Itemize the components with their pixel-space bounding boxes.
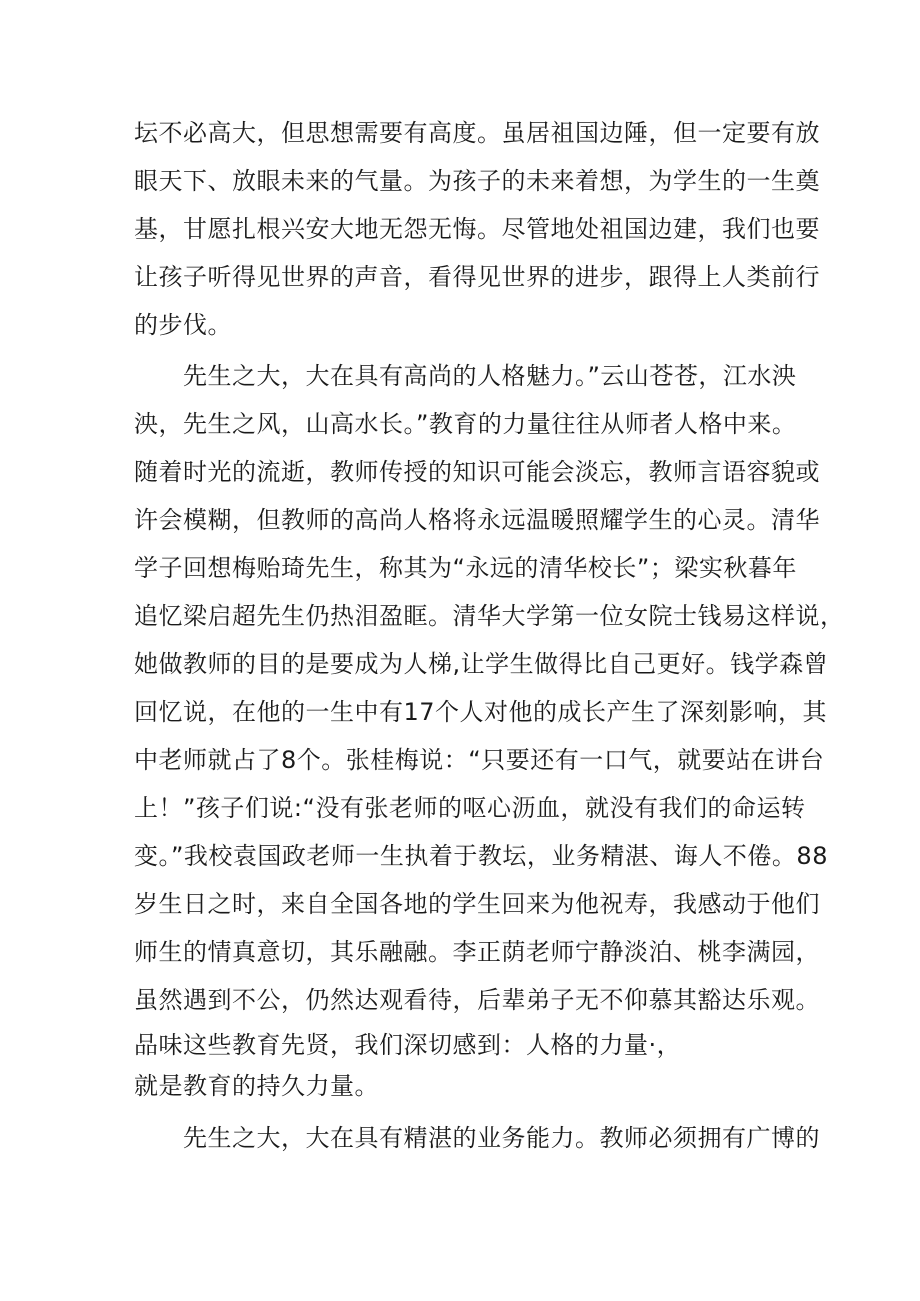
text-line: 品味这些教育先贤，我们深切感到：人格的力量·， bbox=[134, 1031, 682, 1059]
text-line: 虽然遇到不公，仍然达观看待，后辈弟子无不仰慕其豁达乐观。 bbox=[134, 986, 820, 1014]
text-line: 她做教师的目的是要成为人梯,让学生做得比自己更好。钱学森曾 bbox=[134, 650, 829, 678]
text-line: 坛不必高大，但思想需要有高度。虽居祖国边陲，但一定要有放 bbox=[134, 119, 820, 147]
text-line: 岁生日之时，来自全国各地的学生回来为他祝寿，我感动于他们 bbox=[134, 890, 820, 918]
text-line: 师生的情真意切，其乐融融。李正荫老师宁静淡泊、桃李满园， bbox=[134, 938, 820, 966]
text-line: 上！”孩子们说:“没有张老师的呕心沥血，就没有我们的命运转 bbox=[134, 794, 806, 822]
text-line: 随着时光的流逝，教师传授的知识可能会淡忘，教师言语容貌或 bbox=[134, 458, 820, 486]
text-line: 先生之大，大在具有高尚的人格魅力。”云山苍苍，江水泱 bbox=[183, 362, 797, 390]
text-line: 眼天下、放眼未来的气量。为孩子的未来着想，为学生的一生奠 bbox=[134, 167, 820, 195]
text-line: 中老师就占了8个。张桂梅说：“只要还有一口气，就要站在讲台 bbox=[134, 746, 825, 774]
text-line: 许会模糊，但教师的高尚人格将永远温暖照耀学生的心灵。清华 bbox=[134, 506, 820, 534]
text-line: 的步伐。 bbox=[134, 311, 232, 339]
text-line: 追忆梁启超先生仍热泪盈眶。清华大学第一位女院士钱易这样说， bbox=[134, 602, 845, 630]
text-line: 就是教育的持久力量。 bbox=[134, 1072, 379, 1100]
text-line: 基，甘愿扎根兴安大地无怨无悔。尽管地处祖国边建，我们也要 bbox=[134, 215, 820, 243]
text-line: 回忆说，在他的一生中有17个人对他的成长产生了深刻影响，其 bbox=[134, 698, 828, 726]
text-line: 变。”我校袁国政老师一生执着于教坛，业务精湛、诲人不倦。88 bbox=[134, 842, 828, 870]
text-line: 学子回想梅贻琦先生，称其为“永远的清华校长”；梁实秋暮年 bbox=[134, 554, 797, 582]
text-line: 泱，先生之风，山高水长。”教育的力量往往从师者人格中来。 bbox=[134, 410, 797, 438]
text-line: 让孩子听得见世界的声音，看得见世界的进步，跟得上人类前行 bbox=[134, 263, 820, 291]
text-line: 先生之大，大在具有精湛的业务能力。教师必须拥有广博的 bbox=[183, 1124, 820, 1152]
